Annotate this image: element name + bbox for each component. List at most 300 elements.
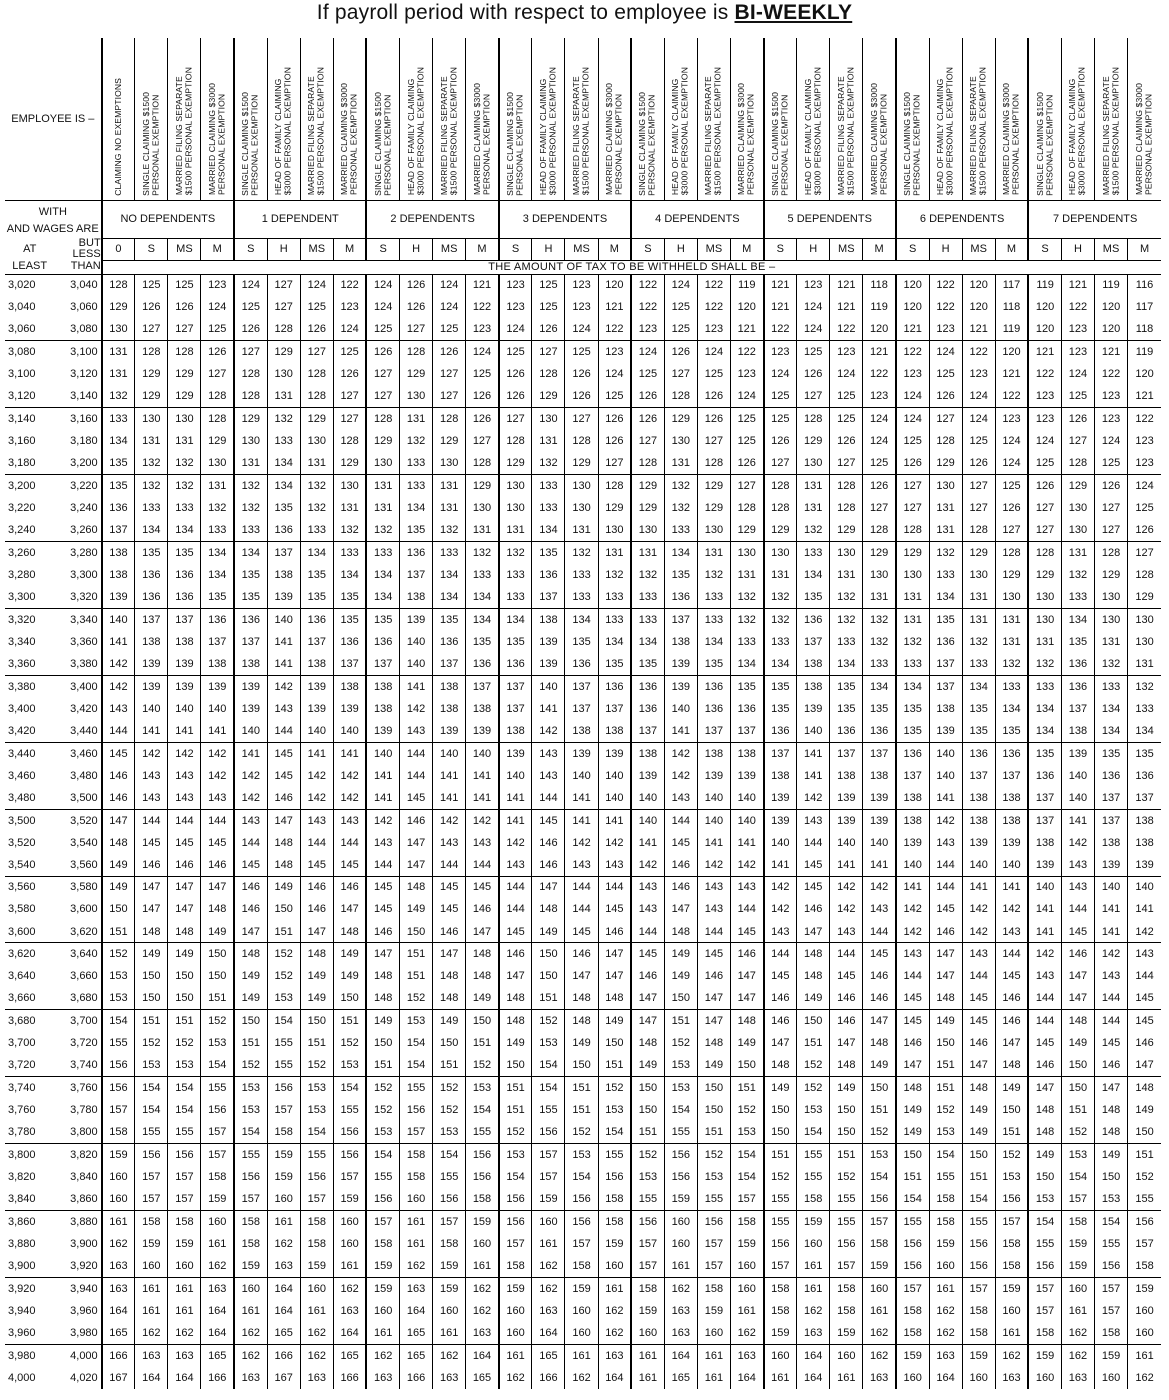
tax-amount: 159 xyxy=(135,1233,168,1255)
tax-amount: 139 xyxy=(995,831,1028,853)
tax-amount: 162 xyxy=(333,1277,366,1299)
tax-amount: 164 xyxy=(168,1367,201,1389)
tax-amount: 154 xyxy=(400,1054,433,1076)
status-code: M xyxy=(863,238,896,260)
tax-amount: 153 xyxy=(433,1121,466,1143)
tax-amount: 164 xyxy=(135,1367,168,1389)
column-header-text: SINGLE CLAIMING $1500 PERSONAL EXEMPTION xyxy=(140,91,161,196)
tax-amount: 129 xyxy=(565,452,598,474)
tax-amount: 133 xyxy=(168,497,201,519)
tax-amount: 139 xyxy=(366,720,399,742)
tax-amount: 121 xyxy=(830,274,863,296)
wage-but-less: 3,460 xyxy=(54,742,101,764)
tax-amount: 126 xyxy=(1061,408,1094,430)
tax-amount: 166 xyxy=(400,1367,433,1389)
tax-amount: 122 xyxy=(1028,363,1061,385)
wage-but-less: 3,100 xyxy=(54,341,101,363)
tax-amount: 132 xyxy=(565,542,598,564)
status-code: MS xyxy=(962,238,995,260)
tax-amount: 146 xyxy=(1061,943,1094,965)
wage-at-least: 3,800 xyxy=(5,1144,54,1166)
tax-amount: 163 xyxy=(797,1322,830,1344)
tax-amount: 125 xyxy=(830,385,863,407)
tax-amount: 143 xyxy=(631,898,664,920)
tax-amount: 149 xyxy=(598,1010,631,1032)
tax-amount: 142 xyxy=(929,809,962,831)
tax-amount: 140 xyxy=(697,787,730,809)
tax-amount: 142 xyxy=(664,742,697,764)
tax-amount: 136 xyxy=(830,720,863,742)
table-row xyxy=(5,1255,1161,1277)
tax-amount: 147 xyxy=(863,1010,896,1032)
tax-amount: 137 xyxy=(830,742,863,764)
column-header xyxy=(565,38,598,200)
tax-amount: 151 xyxy=(598,1054,631,1076)
tax-amount: 153 xyxy=(664,1054,697,1076)
tax-amount: 147 xyxy=(366,943,399,965)
tax-amount: 153 xyxy=(598,1099,631,1121)
tax-amount: 129 xyxy=(1128,586,1161,608)
tax-amount: 128 xyxy=(830,497,863,519)
column-header-text: MARRIED FILING SEPARATE $1500 PERSONAL EXEMPTION xyxy=(438,67,459,196)
tax-amount: 127 xyxy=(598,452,631,474)
column-header-text: HEAD OF FAMILY CLAIMING $3000 PERSONAL EXEMPTION xyxy=(935,67,955,196)
tax-amount: 126 xyxy=(234,319,267,341)
tax-amount: 150 xyxy=(565,1054,598,1076)
tax-amount: 166 xyxy=(267,1344,300,1366)
tax-amount: 137 xyxy=(267,542,300,564)
tax-amount: 152 xyxy=(400,988,433,1010)
tax-amount: 154 xyxy=(863,1166,896,1188)
tax-amount: 159 xyxy=(598,1233,631,1255)
tax-amount: 143 xyxy=(168,765,201,787)
tax-amount: 156 xyxy=(631,1210,664,1232)
table-row xyxy=(5,876,1161,898)
tax-amount: 161 xyxy=(366,1322,399,1344)
tax-amount: 160 xyxy=(664,1233,697,1255)
tax-amount: 158 xyxy=(168,1210,201,1232)
page-title xyxy=(0,0,1169,28)
wage-but-less: 3,800 xyxy=(70,1126,98,1139)
tax-amount: 146 xyxy=(995,988,1028,1010)
tax-amount: 149 xyxy=(730,1032,763,1054)
tax-amount: 142 xyxy=(962,898,995,920)
amount-header: THE AMOUNT OF TAX TO BE WITHHELD SHALL BE – xyxy=(102,260,1161,274)
tax-amount: 127 xyxy=(267,296,300,318)
tax-amount: 127 xyxy=(400,319,433,341)
tax-amount: 146 xyxy=(863,965,896,987)
column-header-text: SINGLE CLAIMING $1500 PERSONAL EXEMPTION xyxy=(637,91,657,196)
tax-amount: 140 xyxy=(565,765,598,787)
tax-amount: 135 xyxy=(433,608,466,630)
tax-amount: 136 xyxy=(102,497,135,519)
tax-amount: 162 xyxy=(102,1233,135,1255)
tax-amount: 160 xyxy=(168,1255,201,1277)
tax-amount: 151 xyxy=(135,1010,168,1032)
tax-amount: 130 xyxy=(995,586,1028,608)
tax-amount: 147 xyxy=(135,898,168,920)
tax-amount: 167 xyxy=(267,1367,300,1389)
tax-amount: 126 xyxy=(466,385,499,407)
tax-amount: 132 xyxy=(730,586,763,608)
tax-amount: 149 xyxy=(631,1054,664,1076)
tax-amount: 146 xyxy=(532,831,565,853)
tax-amount: 144 xyxy=(565,898,598,920)
tax-amount: 128 xyxy=(234,385,267,407)
tax-amount: 153 xyxy=(532,1032,565,1054)
tax-amount: 138 xyxy=(598,720,631,742)
tax-amount: 123 xyxy=(995,408,1028,430)
tax-amount: 154 xyxy=(532,1054,565,1076)
tax-amount: 152 xyxy=(863,1121,896,1143)
tax-amount: 119 xyxy=(1094,274,1127,296)
tax-amount: 154 xyxy=(466,1099,499,1121)
tax-amount: 148 xyxy=(1028,1121,1061,1143)
tax-amount: 163 xyxy=(598,1344,631,1366)
tax-amount: 167 xyxy=(102,1367,135,1389)
tax-amount: 133 xyxy=(234,519,267,541)
tax-amount: 132 xyxy=(1061,564,1094,586)
tax-amount: 144 xyxy=(929,854,962,876)
tax-amount: 155 xyxy=(333,1099,366,1121)
table-row xyxy=(5,519,1161,541)
tax-amount: 165 xyxy=(466,1367,499,1389)
tax-amount: 125 xyxy=(1128,497,1161,519)
tax-amount: 133 xyxy=(333,542,366,564)
tax-amount: 159 xyxy=(730,1233,763,1255)
tax-amount: 155 xyxy=(234,1144,267,1166)
tax-amount: 137 xyxy=(366,653,399,675)
tax-amount: 158 xyxy=(830,1300,863,1322)
tax-amount: 137 xyxy=(102,519,135,541)
tax-amount: 127 xyxy=(1094,497,1127,519)
tax-amount: 161 xyxy=(466,1255,499,1277)
tax-amount: 144 xyxy=(267,720,300,742)
column-header xyxy=(764,38,797,200)
wage-at-least: 3,040 xyxy=(8,301,36,314)
tax-amount: 146 xyxy=(234,898,267,920)
tax-amount: 146 xyxy=(830,988,863,1010)
tax-amount: 161 xyxy=(333,1255,366,1277)
table-row xyxy=(5,319,1161,341)
tax-amount: 133 xyxy=(300,519,333,541)
table-row xyxy=(5,542,1161,564)
tax-amount: 124 xyxy=(962,408,995,430)
tax-amount: 159 xyxy=(664,1188,697,1210)
tax-amount: 159 xyxy=(1028,1344,1061,1366)
tax-amount: 120 xyxy=(1094,319,1127,341)
tax-amount: 139 xyxy=(135,653,168,675)
tax-amount: 145 xyxy=(234,854,267,876)
tax-amount: 147 xyxy=(1061,988,1094,1010)
tax-amount: 128 xyxy=(631,452,664,474)
tax-amount: 151 xyxy=(697,1121,730,1143)
tax-amount: 147 xyxy=(730,988,763,1010)
tax-amount: 139 xyxy=(797,698,830,720)
tax-amount: 160 xyxy=(1128,1300,1161,1322)
tax-amount: 163 xyxy=(267,1255,300,1277)
tax-amount: 135 xyxy=(201,586,234,608)
tax-amount: 128 xyxy=(168,341,201,363)
tax-amount: 145 xyxy=(697,943,730,965)
tax-amount: 145 xyxy=(1128,1010,1161,1032)
tax-amount: 140 xyxy=(433,742,466,764)
tax-amount: 126 xyxy=(929,385,962,407)
tax-amount: 159 xyxy=(366,1277,399,1299)
tax-amount: 146 xyxy=(631,965,664,987)
status-code: S xyxy=(1028,238,1061,260)
tax-amount: 136 xyxy=(995,742,1028,764)
wage-but-less: 3,080 xyxy=(70,323,98,336)
tax-amount: 135 xyxy=(333,608,366,630)
tax-amount: 153 xyxy=(697,1166,730,1188)
tax-amount: 153 xyxy=(201,1032,234,1054)
tax-amount: 151 xyxy=(995,1121,1028,1143)
tax-amount: 142 xyxy=(1094,943,1127,965)
tax-amount: 145 xyxy=(1061,921,1094,943)
tax-amount: 134 xyxy=(863,675,896,697)
tax-amount: 151 xyxy=(168,1010,201,1032)
tax-amount: 131 xyxy=(234,452,267,474)
tax-amount: 155 xyxy=(366,1166,399,1188)
tax-amount: 142 xyxy=(598,831,631,853)
tax-amount: 156 xyxy=(102,1077,135,1099)
tax-amount: 152 xyxy=(664,1032,697,1054)
tax-amount: 128 xyxy=(201,408,234,430)
tax-amount: 146 xyxy=(565,943,598,965)
tax-amount: 148 xyxy=(730,1010,763,1032)
tax-amount: 129 xyxy=(631,475,664,497)
tax-amount: 137 xyxy=(1094,787,1127,809)
status-code: M xyxy=(730,238,763,260)
tax-amount: 161 xyxy=(830,1367,863,1389)
tax-amount: 144 xyxy=(102,720,135,742)
tax-amount: 159 xyxy=(366,1255,399,1277)
tax-amount: 160 xyxy=(1128,1322,1161,1344)
status-code: H xyxy=(929,238,962,260)
tax-amount: 142 xyxy=(234,787,267,809)
tax-amount: 148 xyxy=(1094,1121,1127,1143)
tax-amount: 120 xyxy=(962,296,995,318)
tax-amount: 134 xyxy=(962,675,995,697)
tax-amount: 156 xyxy=(995,1188,1028,1210)
tax-amount: 144 xyxy=(366,854,399,876)
tax-amount: 125 xyxy=(631,363,664,385)
tax-amount: 142 xyxy=(300,787,333,809)
tax-amount: 138 xyxy=(532,608,565,630)
tax-amount: 158 xyxy=(598,1188,631,1210)
tax-amount: 162 xyxy=(366,1344,399,1366)
tax-amount: 160 xyxy=(565,1322,598,1344)
tax-amount: 140 xyxy=(830,831,863,853)
tax-amount: 122 xyxy=(1128,408,1161,430)
tax-amount: 141 xyxy=(466,787,499,809)
tax-amount: 129 xyxy=(135,385,168,407)
tax-amount: 141 xyxy=(168,720,201,742)
wage-but-less: 3,660 xyxy=(70,970,98,983)
tax-amount: 126 xyxy=(400,296,433,318)
tax-amount: 139 xyxy=(300,698,333,720)
tax-amount: 117 xyxy=(1128,296,1161,318)
wage-but-less: 3,780 xyxy=(70,1104,98,1117)
tax-amount: 158 xyxy=(896,1322,929,1344)
tax-amount: 154 xyxy=(1094,1210,1127,1232)
tax-amount: 143 xyxy=(532,765,565,787)
tax-amount: 159 xyxy=(830,1322,863,1344)
tax-amount: 126 xyxy=(466,408,499,430)
tax-amount: 125 xyxy=(234,296,267,318)
tax-amount: 161 xyxy=(532,1233,565,1255)
tax-amount: 143 xyxy=(697,898,730,920)
table-row xyxy=(5,274,1161,296)
tax-amount: 131 xyxy=(333,497,366,519)
tax-amount: 150 xyxy=(201,965,234,987)
tax-amount: 162 xyxy=(863,1322,896,1344)
tax-amount: 134 xyxy=(267,452,300,474)
tax-amount: 145 xyxy=(797,854,830,876)
tax-amount: 162 xyxy=(532,1255,565,1277)
tax-amount: 144 xyxy=(201,809,234,831)
tax-amount: 128 xyxy=(466,452,499,474)
tax-amount: 162 xyxy=(532,1277,565,1299)
tax-amount: 128 xyxy=(1128,564,1161,586)
tax-amount: 132 xyxy=(730,608,763,630)
tax-amount: 120 xyxy=(1128,363,1161,385)
tax-amount: 141 xyxy=(631,831,664,853)
tax-amount: 143 xyxy=(366,831,399,853)
tax-amount: 149 xyxy=(896,1099,929,1121)
tax-amount: 148 xyxy=(598,988,631,1010)
tax-amount: 139 xyxy=(135,675,168,697)
tax-amount: 140 xyxy=(598,765,631,787)
tax-amount: 126 xyxy=(896,452,929,474)
tax-amount: 142 xyxy=(267,675,300,697)
tax-amount: 152 xyxy=(697,1144,730,1166)
table-row xyxy=(5,452,1161,474)
tax-amount: 165 xyxy=(400,1322,433,1344)
status-code: H xyxy=(400,238,433,260)
tax-amount: 125 xyxy=(764,408,797,430)
tax-amount: 159 xyxy=(764,1322,797,1344)
tax-amount: 159 xyxy=(466,1210,499,1232)
tax-amount: 155 xyxy=(797,1144,830,1166)
tax-amount: 129 xyxy=(499,452,532,474)
tax-amount: 155 xyxy=(466,1121,499,1143)
tax-amount: 134 xyxy=(730,653,763,675)
tax-amount: 140 xyxy=(234,720,267,742)
tax-amount: 155 xyxy=(433,1166,466,1188)
tax-amount: 137 xyxy=(598,698,631,720)
tax-amount: 135 xyxy=(168,542,201,564)
tax-amount: 161 xyxy=(929,1277,962,1299)
wage-but-less: 3,280 xyxy=(54,542,101,564)
tax-amount: 129 xyxy=(664,408,697,430)
tax-amount: 161 xyxy=(565,1344,598,1366)
tax-amount: 132 xyxy=(797,519,830,541)
tax-amount: 153 xyxy=(300,1077,333,1099)
tax-amount: 141 xyxy=(565,787,598,809)
column-header-text: MARRIED FILING SEPARATE $1500 PERSONAL EXEMPTION xyxy=(968,67,988,196)
tax-amount: 160 xyxy=(102,1166,135,1188)
wage-at-least: 3,280 xyxy=(8,569,36,581)
tax-amount: 124 xyxy=(896,408,929,430)
tax-amount: 131 xyxy=(929,497,962,519)
tax-amount: 137 xyxy=(764,742,797,764)
tax-amount: 140 xyxy=(400,631,433,653)
column-header xyxy=(366,38,399,200)
tax-amount: 138 xyxy=(896,787,929,809)
tax-amount: 121 xyxy=(1094,341,1127,363)
tax-amount: 151 xyxy=(300,1032,333,1054)
tax-amount: 139 xyxy=(532,653,565,675)
tax-amount: 128 xyxy=(730,497,763,519)
tax-amount: 124 xyxy=(664,274,697,296)
tax-amount: 132 xyxy=(234,475,267,497)
tax-amount: 153 xyxy=(664,1077,697,1099)
tax-amount: 163 xyxy=(300,1367,333,1389)
tax-amount: 123 xyxy=(565,274,598,296)
tax-amount: 164 xyxy=(201,1322,234,1344)
tax-amount: 140 xyxy=(962,854,995,876)
tax-amount: 144 xyxy=(234,831,267,853)
tax-amount: 125 xyxy=(1061,385,1094,407)
tax-amount: 128 xyxy=(201,385,234,407)
tax-amount: 163 xyxy=(433,1367,466,1389)
wage-but-less: 3,340 xyxy=(54,608,101,630)
tax-amount: 123 xyxy=(730,363,763,385)
tax-amount: 155 xyxy=(896,1210,929,1232)
wage-but-less: 3,160 xyxy=(54,408,101,430)
tax-amount: 162 xyxy=(300,1322,333,1344)
tax-amount: 157 xyxy=(962,1277,995,1299)
tax-amount: 120 xyxy=(863,319,896,341)
tax-amount: 124 xyxy=(863,430,896,452)
tax-amount: 138 xyxy=(366,698,399,720)
tax-amount: 125 xyxy=(764,385,797,407)
tax-amount: 134 xyxy=(995,698,1028,720)
tax-amount: 153 xyxy=(631,1166,664,1188)
tax-amount: 154 xyxy=(234,1121,267,1143)
tax-amount: 152 xyxy=(797,1054,830,1076)
tax-amount: 132 xyxy=(234,497,267,519)
tax-amount: 131 xyxy=(267,385,300,407)
tax-amount: 146 xyxy=(764,1010,797,1032)
tax-amount: 130 xyxy=(598,519,631,541)
tax-amount: 162 xyxy=(234,1322,267,1344)
tax-amount: 135 xyxy=(267,497,300,519)
tax-amount: 140 xyxy=(532,675,565,697)
tax-amount: 137 xyxy=(797,631,830,653)
tax-amount: 141 xyxy=(598,809,631,831)
table-row xyxy=(5,475,1161,497)
tax-amount: 159 xyxy=(929,1233,962,1255)
tax-amount: 127 xyxy=(532,341,565,363)
tax-amount: 131 xyxy=(532,430,565,452)
tax-amount: 155 xyxy=(102,1032,135,1054)
tax-amount: 137 xyxy=(201,631,234,653)
tax-amount: 127 xyxy=(366,363,399,385)
tax-amount: 123 xyxy=(499,274,532,296)
tax-amount: 131 xyxy=(366,497,399,519)
tax-amount: 128 xyxy=(598,475,631,497)
tax-amount: 158 xyxy=(962,1300,995,1322)
tax-amount: 160 xyxy=(830,1344,863,1366)
tax-amount: 120 xyxy=(1094,296,1127,318)
tax-amount: 134 xyxy=(896,675,929,697)
tax-amount: 158 xyxy=(631,1277,664,1299)
status-code: H xyxy=(267,238,300,260)
tax-amount: 132 xyxy=(863,608,896,630)
